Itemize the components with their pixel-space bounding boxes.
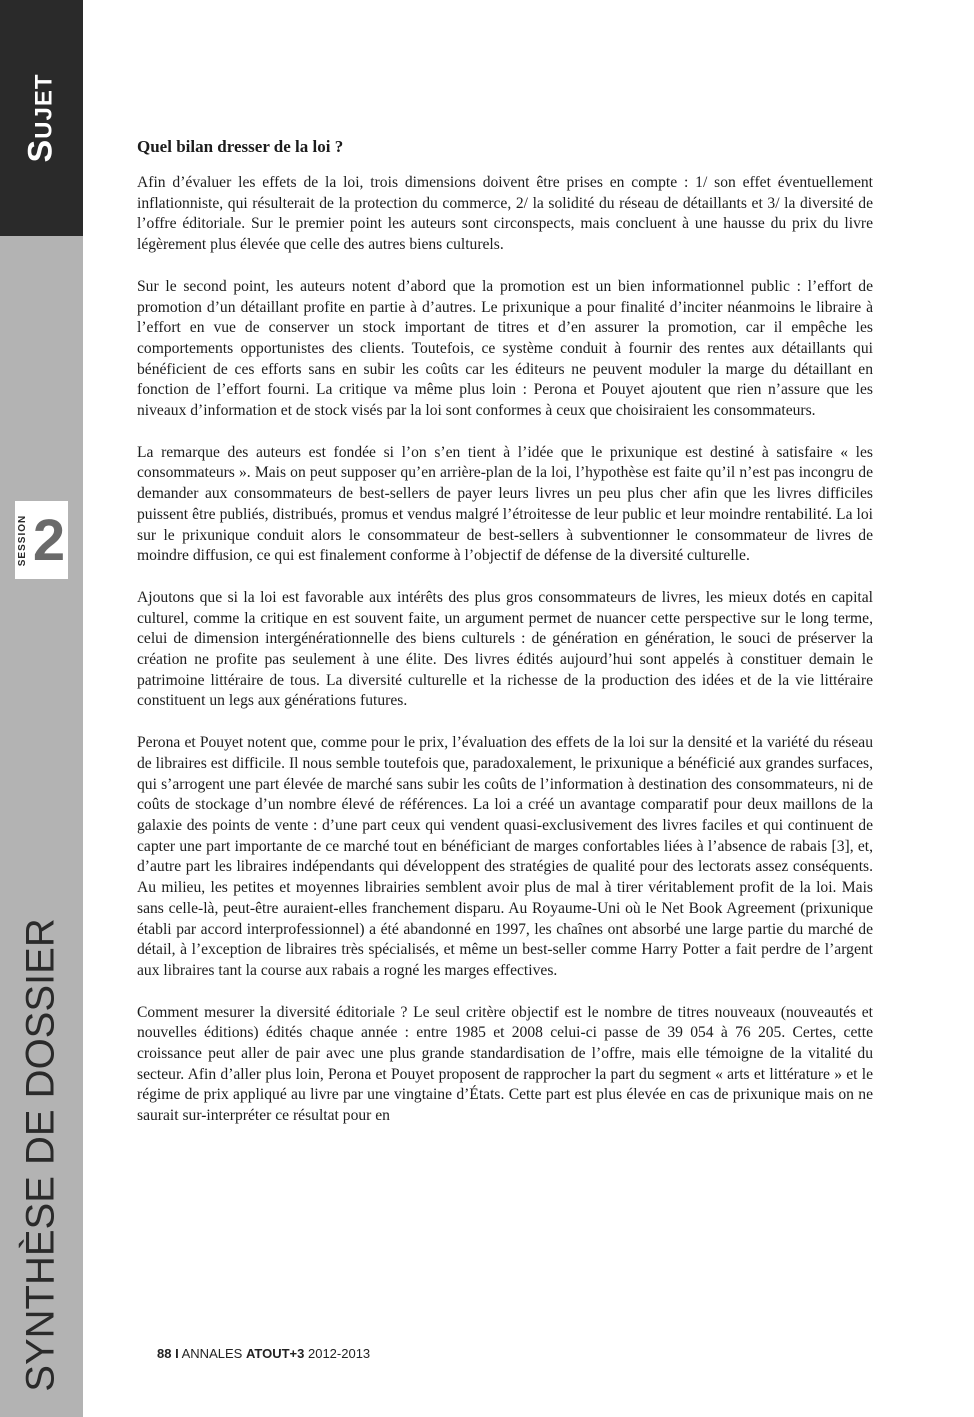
sujet-label: Sujet — [21, 73, 60, 163]
footer-years: 2012-2013 — [307, 1346, 371, 1361]
page-footer — [157, 1346, 370, 1361]
session-word-wrap — [16, 509, 30, 571]
page-number: 88 — [157, 1346, 172, 1361]
paragraph: Sur le second point, les auteurs notent d’abord que la promotion est un bien informationnel public : l’effort de promotion d’un détaillant profite en partie à d’autres. Le prixunique a pour finalité d’inciter néanmoins le libraire à l’effort en vue de conserver un stock important de titres et d’en assurer la promotion, car il empêche les comportements opportunistes des clients. Toutefois, ce système conduit à fournir des rentes aux détaillants qui bénéficient de ces efforts sans en subir les coûts car les éditeurs ne peuvent moduler la marge du détaillant en fonction de l’effort fourni. La critique va même plus loin : Perona et Pouyet ajoutent que rien n’assure que les niveaux d’information et de stock visés par la loi sont conformes à ceux que choisiraient les consommateurs. — [137, 277, 873, 420]
paragraph: Comment mesurer la diversité éditoriale ? Le seul critère objectif est le nombre de titres nouveaux (nouveautés et nouvelles éditions) édités chaque année : entre 1985 et 2008 celui-ci passe de 39 054 à 76 205. Certes, cette croissance peut aller de pair avec une plus grande standardisation de l’offre, mais elle témoigne de la vitalité du secteur. Afin d’aller plus loin, Perona et Pouyet proposent de rapprocher la part du segment « arts et littérature » et le régime de prix appliqué au livre par une vingtaine d’États. Cette part est plus élevée en cas de prixunique mais on ne saurait sur-interpréter ce résultat pour en — [137, 1003, 873, 1125]
footer-annales: ANNALES — [181, 1346, 243, 1361]
paragraph: La remarque des auteurs est fondée si l’on s’en tient à l’idée que le prixunique est destiné à satisfaire « les consommateurs ». Mais on peut supposer qu’en arrière-plan de la loi, l’hypothèse est faite qu’il n’est pas incongru de demander aux consommateurs de best-sellers de payer leurs livres un peu plus cher afin que les livres difficiles puissent être publiés, distribués, promus et vendus malgré l’étroitesse de leur public et leur moindre rentabilité. La loi sur le prixunique conduit alors le consommateur de best-sellers à subventionner le consommateur de livres de moindre diffusion, ce qui est finalement conforme à l’objectif de défense de la diversité culturelle. — [137, 443, 873, 565]
session-number: 2 — [32, 507, 66, 573]
footer-brand: ATOUT+3 — [245, 1346, 305, 1361]
document-body — [137, 137, 873, 1148]
section-label: SYNTHÈSE DE DOSSIER — [18, 918, 63, 1392]
footer-separator: I — [175, 1346, 179, 1361]
paragraph: Perona et Pouyet notent que, comme pour le prix, l’évaluation des effets de la loi sur la densité et la variété du réseau de libraires est difficile. Il nous semble toutefois que, paradoxalement, le prixunique a bénéficié aux grandes surfaces, qui s’arrogent une part élevée de marché sans subir les coûts de l’information à destination des consommateurs, ni de coûts de stockage d’un nombre élevé de références. La loi a créé un avantage comparatif pour deux maillons de la galaxie des points de vente : d’une part ceux qui vendent quasi-exclusivement des livres faciles et qui continuent de capter une part importante de ce marché tout en bénéficiant de marges confortables liées à l’absence de rabais [3], et, d’autre part les libraires indépendants qui développent des stratégies de qualité pour des lectorats assez conséquents. Au milieu, les petites et moyennes librairies semblent avoir plus de mal à tirer véritablement profit de la loi. Mais sans celle-là, peut-être auraient-elles franchement disparu. Au Royaume-Uni où le Net Book Agreement (prixunique établi par accord interprofessionnel) a été abandonné en 1997, les chaînes ont absorbé une large partie du marché de détail, à l’exception de libraires très spécialisés, et même un best-seller comme Harry Potter a fait perdre de l’argent aux libraires tant la course aux rabais a rogné les marges effectives. — [137, 734, 873, 979]
sidebar — [0, 0, 83, 1417]
section-title: Quel bilan dresser de la loi ? — [137, 137, 344, 156]
session-word: SESSION — [17, 514, 29, 566]
session-badge — [15, 501, 68, 579]
paragraph: Ajoutons que si la loi est favorable aux intérêts des plus gros consommateurs de livres, les mieux dotés en capital culturel, comme la critique en est souvent faite, un argument permet de nuancer cette perspective sur le long terme, celui de dimension intergénérationnelle des biens culturels : de génération en génération, le souci de préserver la création ne profite pas seulement à une élite. Des livres édités aujourd’hui sont appelés à constituer demain le patrimoine littéraire de tous. La diversité culturelle et la richesse de la production des idées et de la vie littéraire constituent un legs aux générations futures. — [137, 588, 873, 710]
sujet-block — [0, 0, 83, 236]
paragraph: Afin d’évaluer les effets de la loi, trois dimensions doivent être prises en compte : 1/ son effet éventuellement inflationniste, qui résulterait de la protection du commerce, 2/ la solidité du réseau de détaillants et 3/ la diversité de l’offre éditoriale. Sur le premier point les auteurs sont circonspects, mais concluent à une hausse du prix du livre légèrement plus élevée que celle des autres biens culturels. — [137, 174, 873, 254]
